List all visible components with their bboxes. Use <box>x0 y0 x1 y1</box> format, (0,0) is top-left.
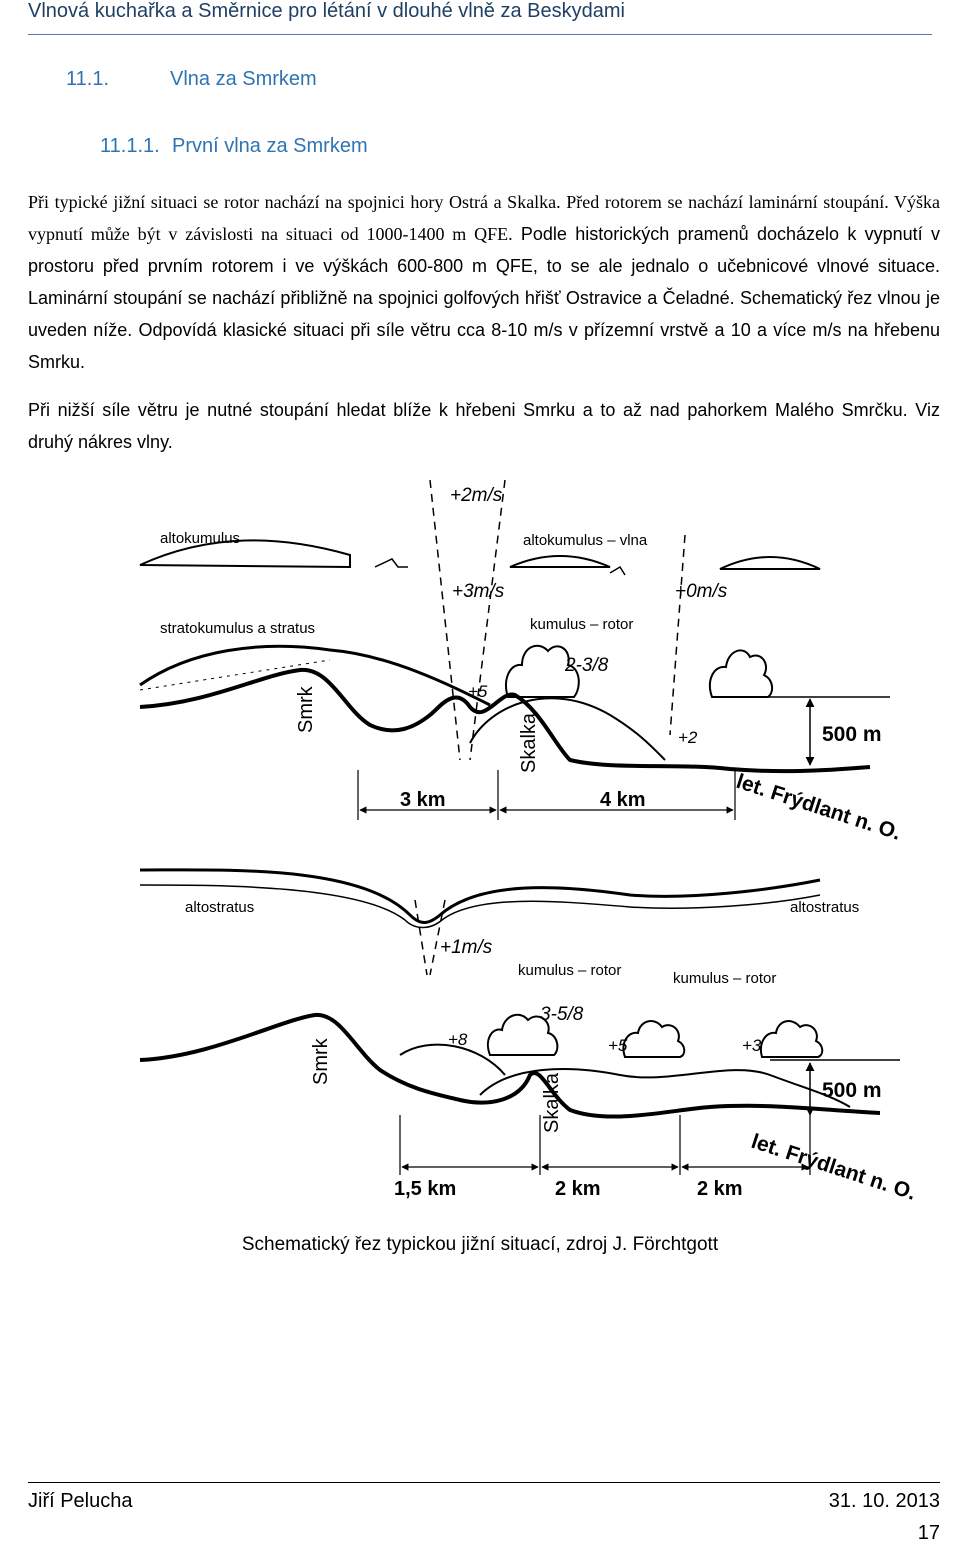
section-number: 11.1. <box>66 68 109 90</box>
label-height-1: 500 m <box>822 723 882 746</box>
lenticular-cloud-2 <box>720 557 820 569</box>
label-skalka-1: Skalka <box>518 712 540 773</box>
label-plus5-2: +5 <box>608 1036 628 1055</box>
page-header <box>28 0 932 36</box>
label-distance-3: 1,5 km <box>394 1178 457 1200</box>
label-altostratus-right: altostratus <box>790 899 860 916</box>
subsection-heading <box>100 135 368 158</box>
label-smrk-2: Smrk <box>310 1038 332 1085</box>
subsection-title: První vlna za Smrkem <box>172 135 368 157</box>
cumulus-cloud-5 <box>761 1021 822 1057</box>
paragraph-1 <box>28 186 940 378</box>
label-airport-2: let. Frýdlant n. O. <box>748 1129 919 1205</box>
cumulus-cloud-2 <box>710 650 772 697</box>
label-smrk-1: Smrk <box>295 686 317 733</box>
label-stratokumulus: stratokumulus a stratus <box>160 620 316 637</box>
header-title: Vlnová kuchařka a Směrnice pro létání v dlouhé vlně za Beskydami <box>28 0 625 22</box>
wave-cross-section-figure <box>130 475 950 1235</box>
section-heading <box>66 68 317 91</box>
label-height-2: 500 m <box>822 1079 882 1102</box>
label-distance-5: 2 km <box>697 1178 743 1200</box>
label-altokumulus-vlna: altokumulus – vlna <box>523 532 648 549</box>
label-altokumulus: altokumulus <box>160 530 241 547</box>
label-distance-1: 3 km <box>400 789 446 811</box>
label-coverage-1: 2-3/8 <box>565 655 609 676</box>
cumulus-cloud-4 <box>623 1021 684 1057</box>
label-kumulus-rotor: kumulus – rotor <box>530 616 634 633</box>
paragraph-1-part-2: Podle historických pramenů docházelo k vypnutí v prostoru před prvním rotorem i ve výškách 600-800 m QFE, to se ale jednalo o učebnicové vlnové situace. Laminární stoupání se nachází přibližně na spojnici golfových hřišť Ostravice a Čeladné. Schematický řez vlnou je uveden níže. Odpovídá klasické situaci při síle větru cca 8-10 m/s v přízemní vrstvě a 10 a více m/s na hřebenu Smrku. <box>28 224 940 372</box>
subsection-number: 11.1.1. <box>100 135 160 157</box>
label-skalka-2: Skalka <box>541 1072 563 1133</box>
header-rule <box>28 34 932 35</box>
paragraph-1-part-1: Při typické jižní situaci se rotor nachází na spojnici hory Ostrá a Skalka. Před rotorem se nachází laminární stoupání. Výška vypnutí může být v závislosti na situaci od 1000-1400 m QFE. <box>28 192 940 244</box>
diagram-2 <box>140 870 919 1205</box>
label-plus2b: +2 <box>678 728 698 747</box>
cumulus-cloud-3 <box>488 1015 557 1055</box>
section-title: Vlna za Smrkem <box>170 68 317 90</box>
label-kumulus-rotor-2b: kumulus – rotor <box>673 970 777 987</box>
page-number: 17 <box>917 1522 940 1544</box>
label-plus0: +0m/s <box>675 581 728 602</box>
label-plus1: +1m/s <box>440 937 493 958</box>
label-airport-1: let. Frýdlant n. O. <box>733 769 904 845</box>
label-kumulus-rotor-2a: kumulus – rotor <box>518 962 622 979</box>
footer-date: 31. 10. 2013 <box>828 1490 940 1512</box>
label-altostratus-left: altostratus <box>185 899 255 916</box>
figure-caption: Schematický řez typickou jižní situací, zdroj J. Förchtgott <box>241 1234 719 1255</box>
lenticular-cloud-1 <box>510 556 610 567</box>
label-distance-4: 2 km <box>555 1178 601 1200</box>
paragraph-2: Při nižší síle větru je nutné stoupání hledat blíže k hřebeni Smrku a to až nad pahorkem Malého Smrčku. Viz druhý nákres vlny. <box>28 400 940 452</box>
label-plus5: +5 <box>468 682 488 701</box>
terrain-line-2 <box>140 1015 880 1117</box>
label-plus8: +8 <box>448 1030 468 1049</box>
label-coverage-2: 3-5/8 <box>540 1004 584 1025</box>
rotor-arc-1 <box>470 698 665 760</box>
label-distance-2: 4 km <box>600 789 646 811</box>
footer-author: Jiří Pelucha <box>28 1490 133 1512</box>
diagram-1 <box>140 480 904 845</box>
label-plus2: +2m/s <box>450 485 503 506</box>
footer-rule <box>28 1482 940 1483</box>
label-plus3: +3m/s <box>452 581 505 602</box>
label-plus3-2: +3 <box>742 1036 762 1055</box>
